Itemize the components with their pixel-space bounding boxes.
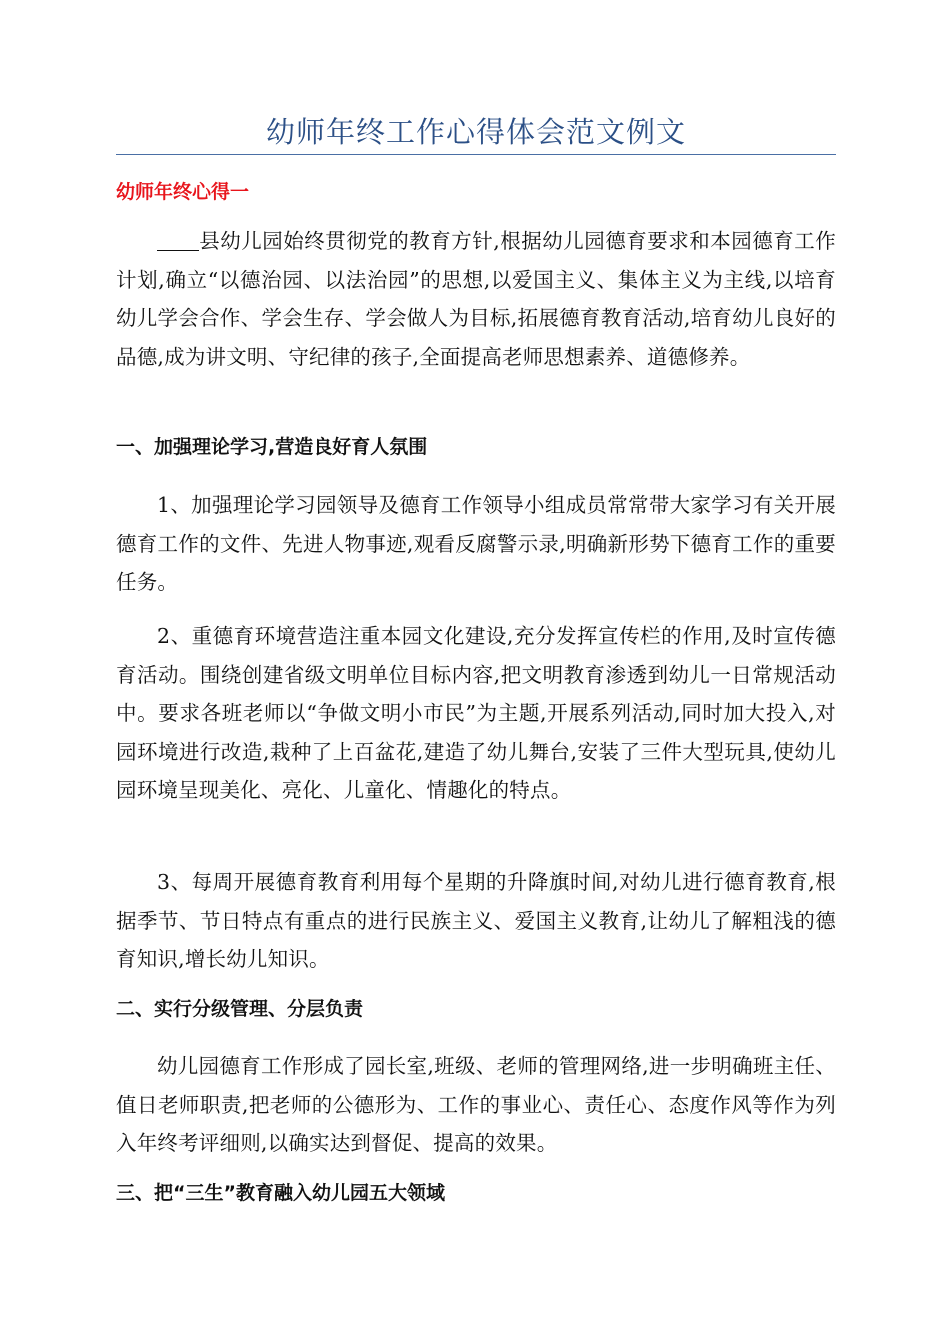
heading-two: 二、实行分级管理、分层负责 <box>116 998 364 1020</box>
item-three-paragraph: 3、每周开展德育教育利用每个星期的升降旗时间,对幼儿进行德育教育,根据季节、节日特点有重点的进行民族主义、爱国主义教育,让幼儿了解粗浅的德育知识,增长幼儿知识。 <box>116 870 836 972</box>
fill-in-blank <box>157 230 199 252</box>
intro-paragraph <box>116 222 836 376</box>
document-title: 幼师年终工作心得体会范文例文 <box>265 115 686 149</box>
intro-paragraph-text: 县幼儿园始终贯彻党的教育方针,根据幼儿园德育要求和本园德育工作计划,确立“以德治园、以法治园”的思想,以爱国主义、集体主义为主线,以培育幼儿学会合作、学会生存、学会做人为目标,拓展德育教育活动,培育幼儿良好的品德,成为讲文明、守纪律的孩子,全面提高老师思想素养、道德修养。 <box>116 229 836 369</box>
section-heading-red: 幼师年终心得一 <box>116 181 250 203</box>
item-two-paragraph: 2、重德育环境营造注重本园文化建设,充分发挥宣传栏的作用,及时宣传德育活动。围绕创建省级文明单位目标内容,把文明教育渗透到幼儿一日常规活动中。要求各班老师以“争做文明小市民”为主题,开展系列活动,同时加大投入,对园环境进行改造,栽种了上百盆花,建造了幼儿舞台,安装了三件大型玩具,使幼儿园环境呈现美化、亮化、儿童化、情趣化的特点。 <box>116 624 836 803</box>
item-one-paragraph: 1、加强理论学习园领导及德育工作领导小组成员常常带大家学习有关开展德育工作的文件、先进人物事迹,观看反腐警示录,明确新形势下德育工作的重要任务。 <box>116 493 836 595</box>
heading-three: 三、把“三生”教育融入幼儿园五大领域 <box>116 1182 445 1204</box>
heading-one: 一、加强理论学习,营造良好育人氛围 <box>116 436 428 458</box>
title-underline <box>116 154 836 155</box>
management-paragraph: 幼儿园德育工作形成了园长室,班级、老师的管理网络,进一步明确班主任、值日老师职责,把老师的公德形为、工作的事业心、责任心、态度作风等作为列入年终考评细则,以确实达到督促、提高的效果。 <box>116 1054 836 1156</box>
